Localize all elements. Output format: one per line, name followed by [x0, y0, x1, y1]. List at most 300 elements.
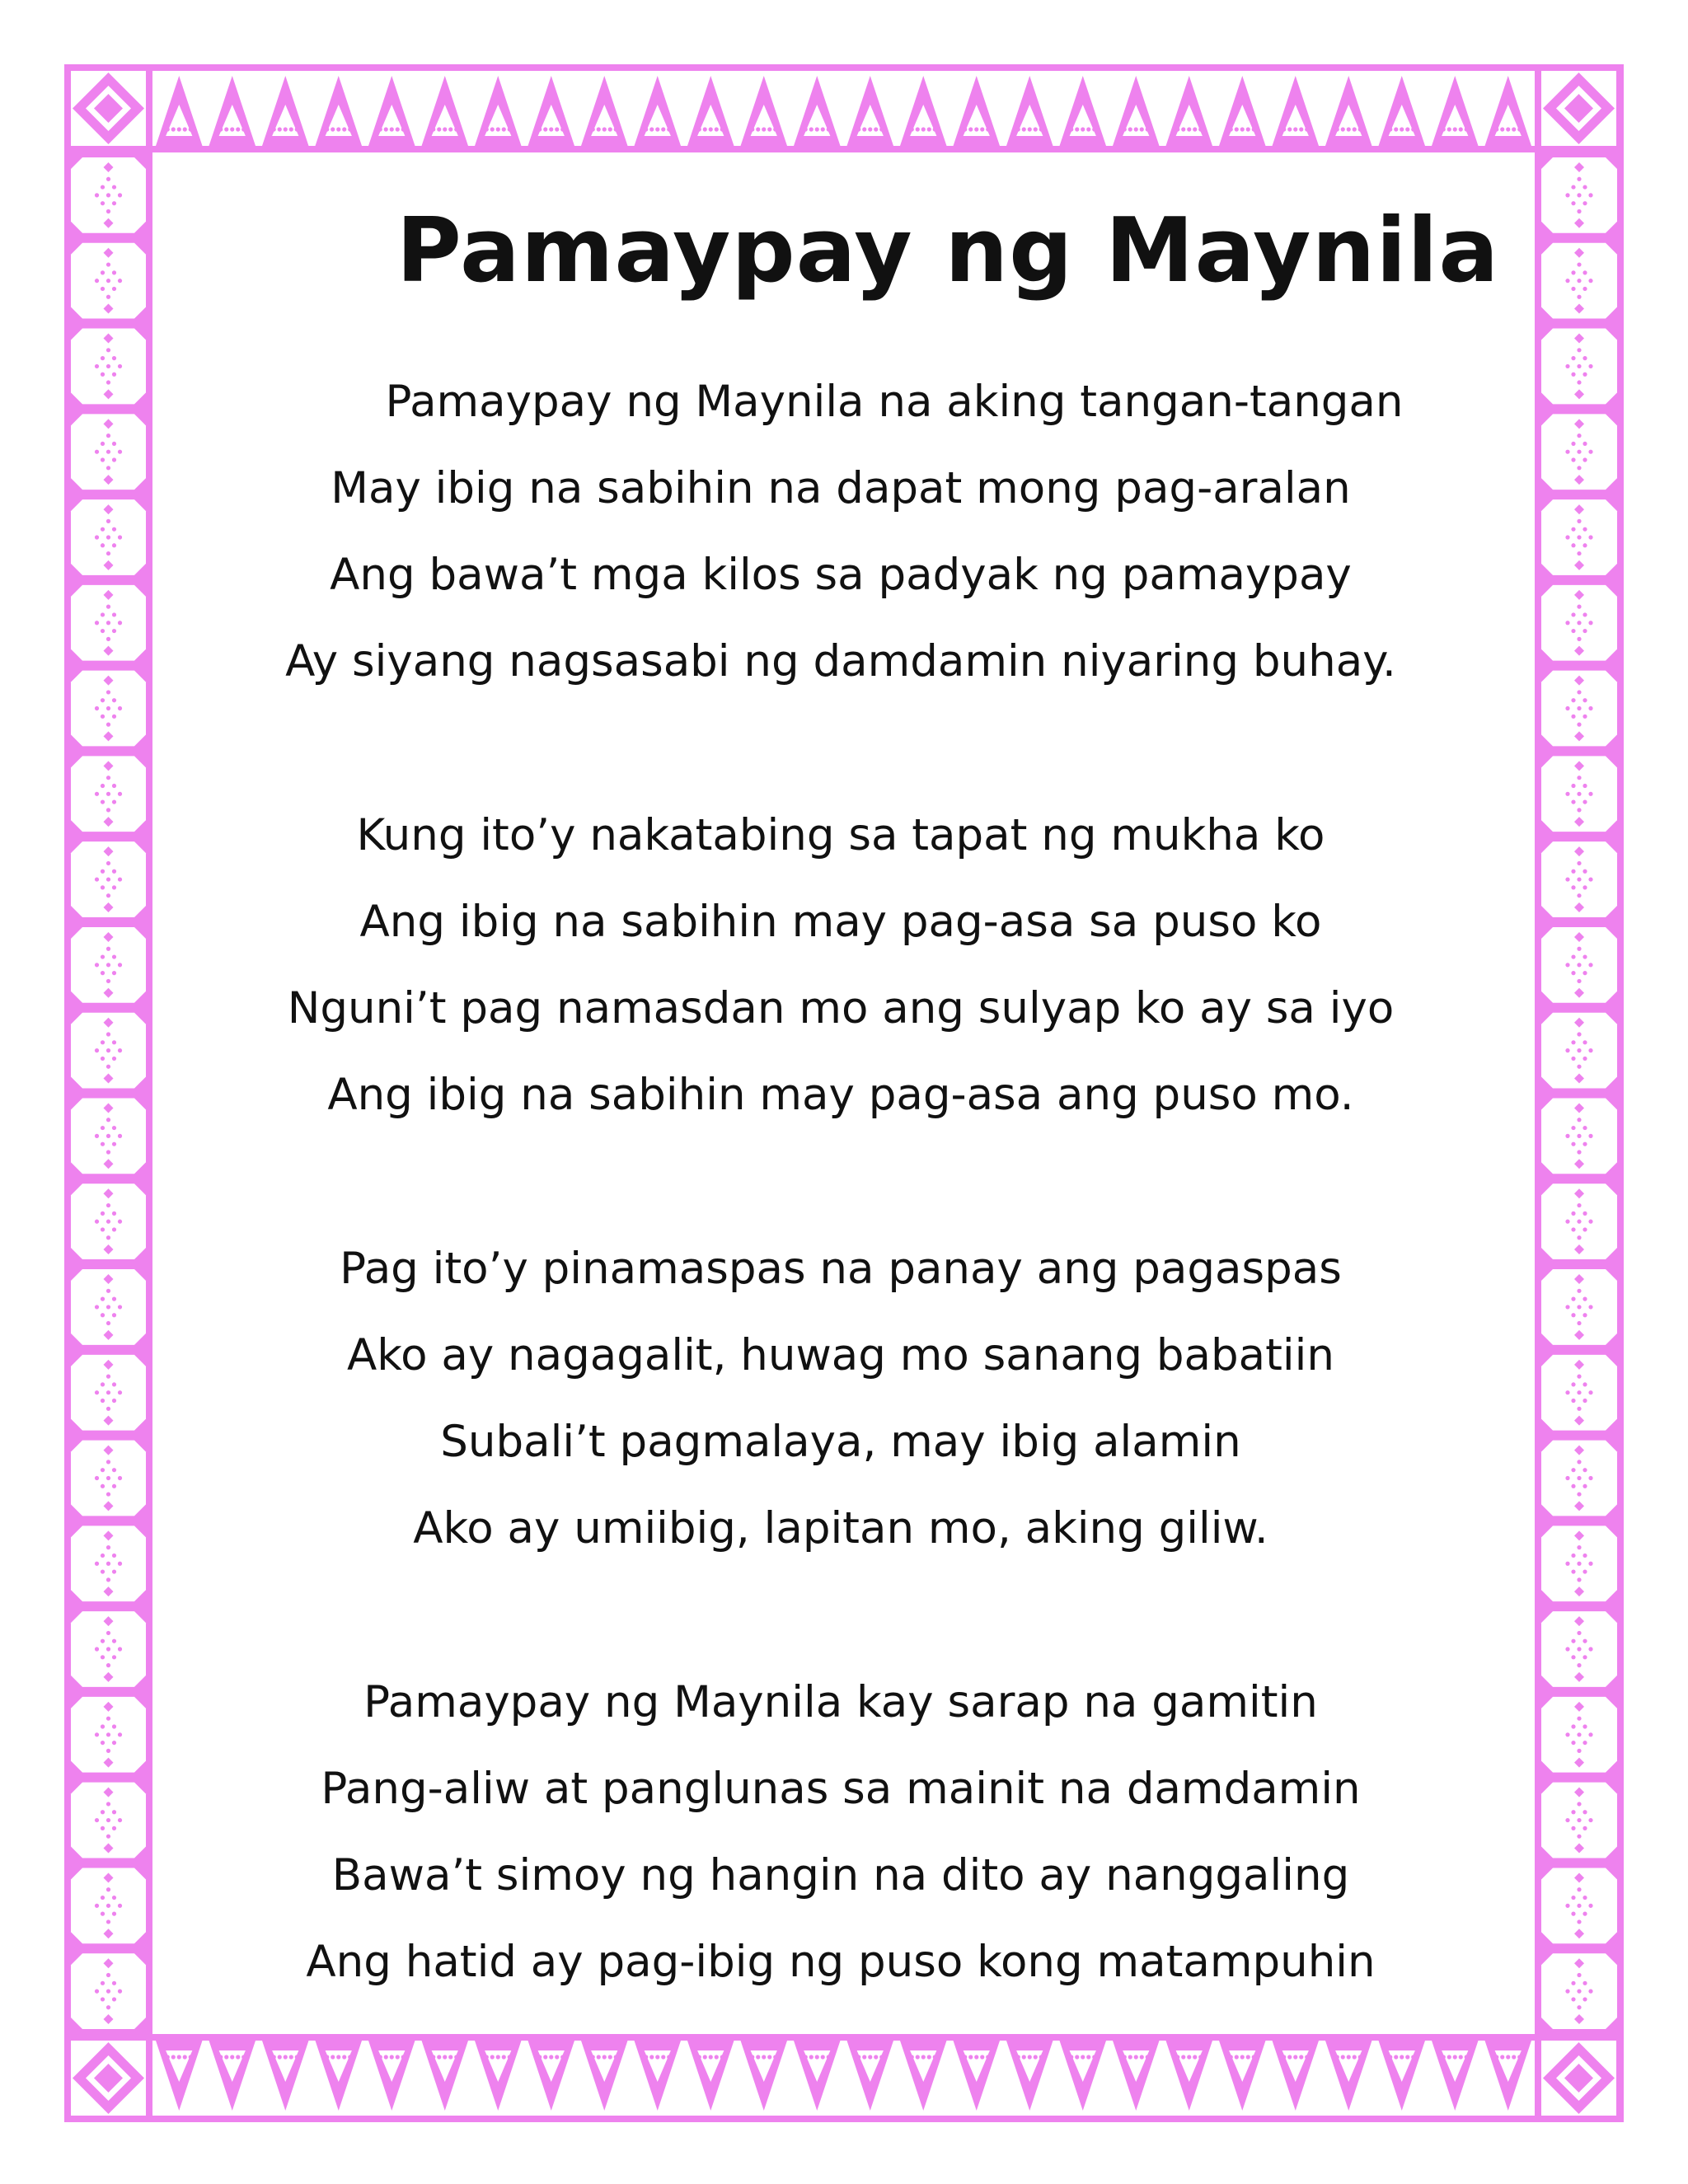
- border-dot: [1582, 715, 1587, 719]
- border-dot: [1565, 1990, 1569, 1994]
- border-dot: [1571, 1554, 1575, 1558]
- border-dot: [1198, 2055, 1203, 2059]
- border-dot: [1282, 127, 1286, 131]
- border-dot: [1394, 127, 1398, 131]
- border-dot: [112, 1399, 116, 1403]
- border-dot: [1123, 127, 1127, 131]
- border-dot: [667, 127, 671, 131]
- border-dot: [1577, 808, 1581, 812]
- border-dot: [1034, 2055, 1038, 2059]
- border-dot: [106, 605, 110, 609]
- border-dot: [1565, 535, 1569, 539]
- border-dot: [1571, 698, 1575, 702]
- border-dot: [106, 893, 110, 898]
- border-dot: [236, 2055, 240, 2059]
- border-dot: [1347, 127, 1351, 131]
- border-dot: [555, 2055, 559, 2059]
- border-dot: [101, 1639, 105, 1643]
- border-dot: [1252, 2055, 1256, 2059]
- border-dot: [112, 1639, 116, 1643]
- border-dot: [1582, 954, 1587, 958]
- border-dot: [1577, 792, 1581, 796]
- border-dot: [106, 279, 110, 283]
- border-dot: [101, 1997, 105, 2001]
- border-dot: [230, 127, 234, 131]
- border-dot: [112, 1142, 116, 1146]
- border-dot: [1577, 1476, 1581, 1480]
- border-dot: [1577, 1460, 1581, 1464]
- border-dot: [1571, 1057, 1575, 1061]
- border-dot: [106, 1990, 110, 1994]
- border-dot: [1577, 364, 1581, 368]
- border-dot: [1577, 1150, 1581, 1154]
- border-dot: [1588, 193, 1592, 197]
- border-dot: [1582, 1313, 1587, 1317]
- border-dot: [560, 127, 565, 131]
- border-dot: [106, 380, 110, 384]
- border-dot: [112, 1741, 116, 1745]
- border-dot: [95, 1647, 99, 1651]
- poem-line: Pang-aliw at panglunas sa mainit na damdamin: [321, 1764, 1361, 1814]
- border-dot: [963, 127, 967, 131]
- border-dot: [1347, 2055, 1351, 2059]
- border-dot: [773, 127, 777, 131]
- border-dot: [968, 127, 973, 131]
- border-dot: [1571, 1810, 1575, 1814]
- border-dot: [1565, 279, 1569, 283]
- border-dot: [1577, 1065, 1581, 1069]
- border-dot: [1571, 1227, 1575, 1231]
- border-dot: [443, 127, 447, 131]
- stanza: [165, 792, 1517, 1138]
- border-dot: [1577, 1203, 1581, 1207]
- border-dot: [750, 2055, 754, 2059]
- border-dot: [1577, 434, 1581, 438]
- border-dot: [101, 543, 105, 547]
- border-dot: [809, 2055, 814, 2059]
- border-dot: [101, 799, 105, 804]
- poem-line: Nguni’t pag namasdan mo ang sulyap ko ay sa iyo: [287, 983, 1395, 1033]
- border-dot: [101, 185, 105, 189]
- border-dot: [1034, 127, 1038, 131]
- border-dot: [1075, 127, 1079, 131]
- border-dot: [1081, 2055, 1085, 2059]
- border-dot: [927, 2055, 931, 2059]
- border-dot: [112, 287, 116, 291]
- border-dot: [1582, 612, 1587, 616]
- border-dot: [555, 127, 559, 131]
- border-dot: [1582, 885, 1587, 889]
- border-dot: [1582, 1639, 1587, 1643]
- border-dot: [348, 127, 352, 131]
- border-dot: [1571, 629, 1575, 633]
- border-dot: [437, 127, 441, 131]
- border-dot: [1128, 127, 1132, 131]
- border-dot: [106, 1663, 110, 1667]
- border-dot: [112, 1313, 116, 1317]
- border-dot: [101, 1826, 105, 1830]
- border-dot: [1577, 2005, 1581, 2009]
- border-dot: [703, 2055, 707, 2059]
- border-dot: [1577, 621, 1581, 625]
- border-dot: [1086, 127, 1090, 131]
- border-dot: [980, 2055, 984, 2059]
- border-dot: [1565, 1732, 1569, 1736]
- border-dot: [1293, 2055, 1297, 2059]
- border-dot: [603, 127, 607, 131]
- border-dot: [603, 2055, 607, 2059]
- border-dot: [1146, 2055, 1150, 2059]
- border-dot: [177, 127, 181, 131]
- border-dot: [1565, 450, 1569, 454]
- border-dot: [396, 127, 400, 131]
- border-dot: [454, 127, 458, 131]
- border-dot: [1506, 2055, 1510, 2059]
- border-dot: [862, 2055, 866, 2059]
- border-dot: [1577, 209, 1581, 213]
- border-dot: [112, 971, 116, 975]
- border-dot: [1577, 1048, 1581, 1052]
- border-dot: [1577, 1919, 1581, 1924]
- border-dot: [1565, 1904, 1569, 1908]
- border-dot: [106, 1577, 110, 1582]
- border-dot: [821, 127, 825, 131]
- border-dot: [118, 792, 122, 796]
- border-dot: [1287, 2055, 1292, 2059]
- border-dot: [101, 612, 105, 616]
- border-dot: [106, 1562, 110, 1566]
- border-dot: [1582, 698, 1587, 702]
- border-band: [152, 71, 1535, 146]
- border-dot: [1582, 1040, 1587, 1044]
- border-dot: [1506, 127, 1510, 131]
- border-dot: [921, 127, 926, 131]
- border-dot: [106, 1887, 110, 1891]
- border-dot: [1577, 1990, 1581, 1994]
- border-dot: [1016, 127, 1020, 131]
- border-dot: [1577, 1390, 1581, 1394]
- border-dot: [95, 1048, 99, 1052]
- border-dot: [448, 127, 452, 131]
- poem-line: Ang bawa’t mga kilos sa padyak ng pamaypay: [330, 550, 1352, 600]
- poem-line: Bawa’t simoy ng hangin na dito ay nanggaling: [331, 1850, 1350, 1900]
- border-dot: [95, 1390, 99, 1394]
- border-dot: [112, 1896, 116, 1900]
- border-dot: [1582, 1741, 1587, 1745]
- border-dot: [106, 209, 110, 213]
- border-dot: [112, 442, 116, 446]
- border-dot: [597, 127, 601, 131]
- border-dot: [1582, 799, 1587, 804]
- border-dot: [112, 869, 116, 874]
- border-dot: [1353, 127, 1357, 131]
- border-dot: [284, 2055, 288, 2059]
- border-dot: [1582, 1554, 1587, 1558]
- poem-line: Pamaypay ng Maynila kay sarap na gamitin: [363, 1677, 1318, 1727]
- border-dot: [106, 1749, 110, 1753]
- border-dot: [331, 2055, 335, 2059]
- border-dot: [1582, 1896, 1587, 1900]
- border-dot: [1075, 2055, 1079, 2059]
- border-dot: [95, 279, 99, 283]
- border-dot: [1081, 127, 1085, 131]
- poem-line: Ako ay nagagalit, huwag mo sanang babatiin: [347, 1330, 1334, 1380]
- border-dot: [384, 2055, 388, 2059]
- border-dot: [1571, 1655, 1575, 1659]
- border-dot: [101, 1142, 105, 1146]
- border-dot: [118, 1305, 122, 1309]
- border-dot: [1305, 127, 1309, 131]
- border-dot: [715, 2055, 719, 2059]
- border-dot: [1577, 979, 1581, 983]
- border-dot: [1577, 1835, 1581, 1839]
- border-dot: [1577, 466, 1581, 470]
- border-dot: [183, 2055, 187, 2059]
- border-dot: [112, 270, 116, 274]
- border-dot: [230, 2055, 234, 2059]
- border-dot: [241, 2055, 246, 2059]
- border-dot: [560, 2055, 565, 2059]
- border-dot: [1571, 185, 1575, 189]
- border-dot: [1582, 1981, 1587, 1985]
- border-dot: [910, 127, 914, 131]
- poem-line: Ang ibig na sabihin may pag-asa ang puso mo.: [327, 1070, 1354, 1120]
- border-dot: [1577, 177, 1581, 181]
- border-dot: [1571, 201, 1575, 205]
- border-dot: [1086, 2055, 1090, 2059]
- border-dot: [106, 1235, 110, 1240]
- stanza: [165, 1659, 1517, 2005]
- border-dot: [1500, 2055, 1504, 2059]
- border-dot: [101, 1724, 105, 1728]
- border-dot: [1577, 605, 1581, 609]
- border-dot: [968, 2055, 973, 2059]
- border-dot: [1565, 621, 1569, 625]
- border-dot: [1582, 1468, 1587, 1472]
- border-dot: [1571, 1382, 1575, 1386]
- border-dot: [112, 1297, 116, 1301]
- border-dot: [1246, 127, 1250, 131]
- border-dot: [1582, 270, 1587, 274]
- border-dot: [1571, 1297, 1575, 1301]
- border-dot: [101, 201, 105, 205]
- border-dot: [1571, 869, 1575, 874]
- border-dot: [1240, 127, 1245, 131]
- border-dot: [1565, 1305, 1569, 1309]
- border-dot: [95, 1220, 99, 1224]
- border-dot: [95, 1990, 99, 1994]
- border-dot: [549, 127, 553, 131]
- border-dot: [166, 2055, 170, 2059]
- border-dot: [101, 457, 105, 462]
- border-dot: [106, 1802, 110, 1806]
- border-dot: [101, 1896, 105, 1900]
- border-dot: [1571, 270, 1575, 274]
- border-dot: [106, 262, 110, 266]
- border-dot: [106, 450, 110, 454]
- border-dot: [112, 201, 116, 205]
- border-dot: [910, 2055, 914, 2059]
- border-dot: [1335, 2055, 1339, 2059]
- border-dot: [1494, 127, 1498, 131]
- border-dot: [1577, 380, 1581, 384]
- border-dot: [1588, 1990, 1592, 1994]
- border-dot: [1582, 1997, 1587, 2001]
- border-dot: [1571, 1826, 1575, 1830]
- border-dot: [1571, 885, 1575, 889]
- border-dot: [106, 1407, 110, 1411]
- border-dot: [396, 2055, 400, 2059]
- border-dot: [1582, 185, 1587, 189]
- border-dot: [1577, 295, 1581, 299]
- border-dot: [1459, 2055, 1463, 2059]
- border-dot: [1588, 364, 1592, 368]
- border-dot: [1140, 127, 1144, 131]
- border-dot: [1577, 1717, 1581, 1721]
- border-dot: [106, 1289, 110, 1293]
- border-dot: [1588, 535, 1592, 539]
- border-dot: [1577, 1577, 1581, 1582]
- stanza: [165, 359, 1517, 705]
- border-dot: [118, 877, 122, 881]
- border-dot: [697, 127, 701, 131]
- border-dot: [1187, 2055, 1191, 2059]
- border-dot: [1293, 127, 1297, 131]
- border-dot: [1565, 1390, 1569, 1394]
- border-dot: [171, 2055, 176, 2059]
- border-dot: [95, 1134, 99, 1138]
- border-dot: [715, 127, 719, 131]
- border-dot: [101, 1741, 105, 1745]
- border-dot: [933, 127, 937, 131]
- stanza: [165, 1226, 1517, 1572]
- border-dot: [95, 1476, 99, 1480]
- border-dot: [1571, 1468, 1575, 1472]
- border-dot: [862, 127, 866, 131]
- border-dot: [1582, 373, 1587, 377]
- border-dot: [106, 1460, 110, 1464]
- border-dot: [118, 279, 122, 283]
- border-dot: [118, 535, 122, 539]
- border-dot: [95, 621, 99, 625]
- border-dot: [1588, 1562, 1592, 1566]
- border-dot: [348, 2055, 352, 2059]
- border-dot: [189, 127, 193, 131]
- border-dot: [986, 2055, 990, 2059]
- border-dot: [1123, 2055, 1127, 2059]
- border-dot: [1577, 1305, 1581, 1309]
- border-dot: [767, 127, 771, 131]
- border-dot: [106, 1134, 110, 1138]
- border-dot: [1577, 1220, 1581, 1224]
- border-dot: [336, 127, 340, 131]
- border-dot: [1092, 127, 1096, 131]
- border-dot: [661, 127, 665, 131]
- border-dot: [118, 621, 122, 625]
- border-dot: [378, 127, 382, 131]
- border-dot: [1287, 127, 1292, 131]
- poem-line: Pag ito’y pinamaspas na panay ang pagaspas: [340, 1244, 1342, 1294]
- border-dot: [284, 127, 288, 131]
- border-dot: [118, 1904, 122, 1908]
- border-dot: [106, 348, 110, 352]
- border-dot: [1565, 877, 1569, 881]
- border-dot: [1134, 127, 1138, 131]
- border-dot: [1577, 551, 1581, 555]
- border-dot: [95, 1305, 99, 1309]
- border-dot: [1582, 1826, 1587, 1830]
- border-dot: [649, 127, 654, 131]
- border-dot: [106, 947, 110, 951]
- border-dot: [856, 2055, 860, 2059]
- border-dot: [218, 127, 223, 131]
- border-dot: [443, 2055, 447, 2059]
- border-dot: [1358, 127, 1362, 131]
- border-dot: [112, 527, 116, 532]
- border-dot: [112, 715, 116, 719]
- border-dot: [1582, 1126, 1587, 1130]
- border-dot: [1358, 2055, 1362, 2059]
- border-dot: [390, 2055, 394, 2059]
- border-dot: [1582, 1569, 1587, 1573]
- border-dot: [1577, 706, 1581, 710]
- border-band: [152, 2041, 1535, 2116]
- border-dot: [101, 784, 105, 788]
- border-dot: [112, 373, 116, 377]
- border-dot: [218, 2055, 223, 2059]
- border-dot: [1577, 723, 1581, 727]
- border-dot: [112, 1997, 116, 2001]
- border-dot: [1577, 1818, 1581, 1822]
- border-dot: [1588, 877, 1592, 881]
- border-dot: [1571, 356, 1575, 360]
- border-dot: [1092, 2055, 1096, 2059]
- border-dot: [95, 364, 99, 368]
- border-dot: [1582, 629, 1587, 633]
- border-dot: [508, 2055, 512, 2059]
- border-dot: [1577, 1375, 1581, 1379]
- border-dot: [856, 127, 860, 131]
- border-dot: [295, 127, 299, 131]
- border-dot: [490, 127, 495, 131]
- border-dot: [101, 629, 105, 633]
- border-dot: [1582, 527, 1587, 532]
- border-dot: [655, 127, 659, 131]
- border-dot: [112, 1057, 116, 1061]
- border-dot: [1577, 963, 1581, 967]
- border-dot: [868, 2055, 872, 2059]
- border-dot: [804, 127, 808, 131]
- border-dot: [101, 1126, 105, 1130]
- border-dot: [974, 2055, 978, 2059]
- border-dot: [1442, 2055, 1446, 2059]
- border-dot: [974, 127, 978, 131]
- border-dot: [667, 2055, 671, 2059]
- border-dot: [112, 457, 116, 462]
- border-dot: [1582, 1057, 1587, 1061]
- border-dot: [106, 1321, 110, 1325]
- border-dot: [1028, 2055, 1032, 2059]
- border-dot: [1571, 1484, 1575, 1488]
- border-dot: [101, 1057, 105, 1061]
- border-dot: [1512, 127, 1516, 131]
- border-dot: [1187, 127, 1191, 131]
- border-dot: [1388, 2055, 1392, 2059]
- border-dot: [101, 954, 105, 958]
- border-dot: [537, 127, 542, 131]
- border-dot: [1582, 869, 1587, 874]
- border-dot: [1198, 127, 1203, 131]
